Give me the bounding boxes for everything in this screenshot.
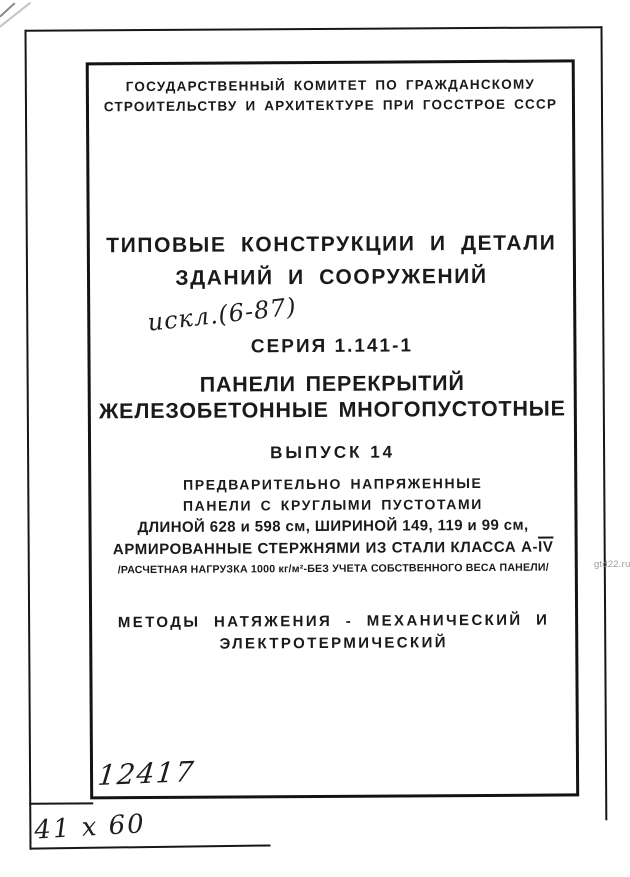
tensioning-methods [89, 609, 578, 655]
outer-border-left [24, 30, 31, 850]
issue-number: ВЫПУСК 14 [270, 442, 396, 463]
main-title [88, 369, 577, 424]
steel-class-numeral: $\overline{IV}$ [538, 538, 554, 556]
tensioning-methods-line-1: МЕТОДЫ НАТЯЖЕНИЯ - МЕХАНИЧЕСКИЙ И [117, 611, 550, 632]
tensioning-methods-line-2: ЭЛЕКТРОТЕРМИЧЕСКИЙ [219, 633, 448, 653]
subtitle [88, 472, 577, 516]
spec-dimensions: ДЛИНОЙ 628 и 598 см, ШИРИНОЙ 149, 119 и 99 см, [137, 516, 529, 537]
document-title-line-1: ТИПОВЫЕ КОНСТРУКЦИИ И ДЕТАЛИ [106, 231, 557, 258]
outer-border-top [24, 26, 602, 32]
main-title-line-1: ПАНЕЛИ ПЕРЕКРЫТИЙ [199, 371, 465, 397]
series-number: СЕРИЯ 1.141-1 [250, 335, 414, 358]
spec-reinforcement [89, 538, 578, 558]
handwritten-catalog-number: 12417 [96, 755, 197, 793]
scan-corner-artifact [0, 2, 31, 32]
handwritten-size-underline [30, 844, 270, 849]
document-title-line-2: ЗДАНИЙ И СООРУЖЕНИЙ [175, 264, 488, 290]
inner-border-frame [86, 59, 579, 799]
subtitle-line-1: ПРЕДВАРИТЕЛЬНО НАПРЯЖЕННЫЕ [183, 474, 483, 493]
handwritten-exclusion-note: искл.(6-87) [146, 292, 299, 337]
organization-header [86, 74, 575, 116]
spec-reinforcement-text: АРМИРОВАННЫЕ СТЕРЖНЯМИ ИЗ СТАЛИ КЛАССА А- [112, 538, 539, 559]
outer-border-bottom-segment [29, 802, 93, 804]
outer-border-right [600, 26, 607, 820]
organization-line-1: ГОСУДАРСТВЕННЫЙ КОМИТЕТ ПО ГРАЖДАНСКОМУ [125, 76, 536, 95]
subtitle-line-2: ПАНЕЛИ С КРУГЛЫМИ ПУСТОТАМИ [182, 495, 483, 514]
document-title [87, 226, 576, 295]
site-watermark: gtd22.ru [594, 559, 630, 570]
design-load-note: /РАСЧЕТНАЯ НАГРУЗКА 1000 кг/м²-БЕЗ УЧЕТА СОБСТВЕННОГО ВЕСА ПАНЕЛИ/ [117, 561, 549, 577]
handwritten-size-note: 41 х 60 [33, 809, 147, 846]
main-title-line-2: ЖЕЛЕЗОБЕТОННЫЕ МНОГОПУСТОТНЫЕ [98, 396, 566, 424]
organization-line-2: СТРОИТЕЛЬСТВУ И АРХИТЕКТУРЕ ПРИ ГОССТРОЕ СССР [103, 96, 558, 114]
